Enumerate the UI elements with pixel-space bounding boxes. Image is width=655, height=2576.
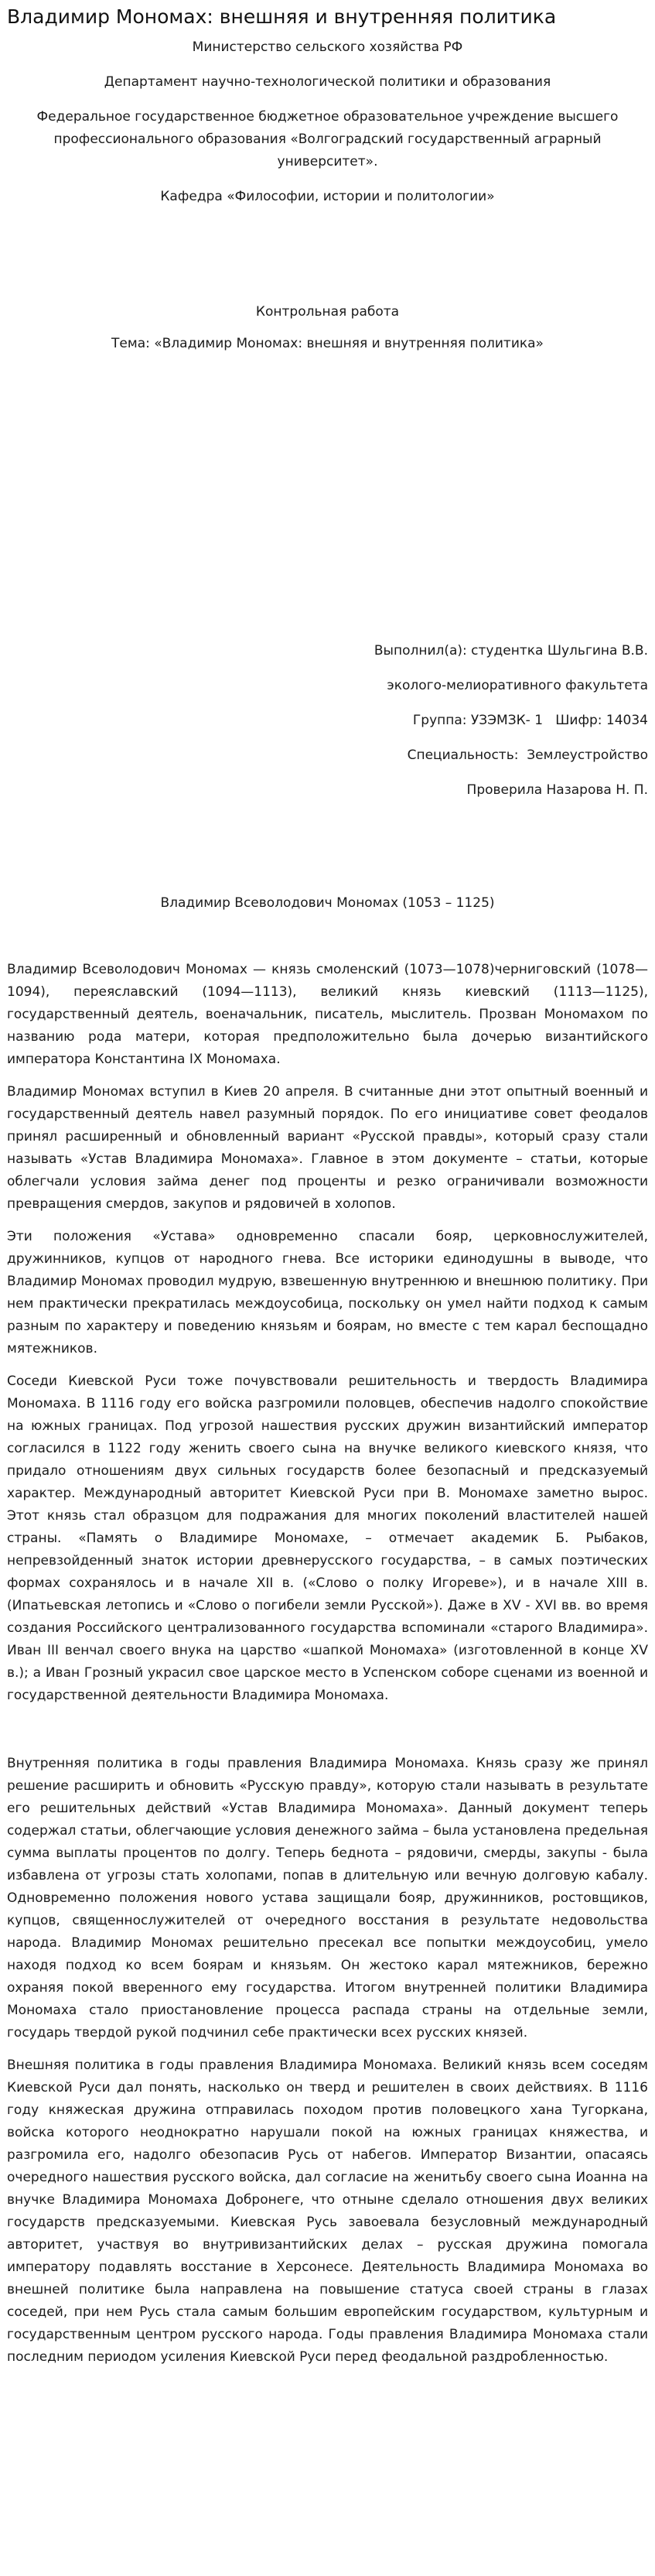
author-group: Группа: УЗЭМЗК- 1 Шифр: 14034 [412,713,648,728]
work-theme: Тема: «Владимир Мономах: внешняя и внутренняя политика» [111,336,544,351]
paragraph-kiev: Владимир Мономах вступил в Киев 20 апреля. В считанные дни этот опытный военный и государственный деятель навел разумный порядок. По его инициативе совет феодалов принял расширенный и обновленный вариант «Русской правды», который сразу стали называть «Устав Владимира Мономаха». Главное в этом документе – статьи, которые облегчали условия займа денег под проценты и резко ограничивали возможности превращения смердов, закупов и рядовичей в холопов. [7,1084,648,1212]
paragraph-neighbors: Соседи Киевской Руси тоже почувствовали решительность и твердость Владимира Мономаха. В 1116 году его войска разгромили половцев, обеспечив надолго спокойствие на южных границах. Под угрозой нашествия русских дружин византийский император согласился в 1122 году женить своего сына на внучке великого киевского князя, что придало отношениям двух сильных государств более безопасный и предсказуемый характер. Международный авторитет Киевской Руси при В. Мономахе заметно вырос. Этот князь стал образцом для подражания для многих поколений властителей нашей страны. «Память о Владимире Мономахе, – отмечает академик Б. Рыбаков, непревзойденный знаток истории древнерусского государства, – в самых поэтических формах сохранялось и в начале XII в. («Слово о полку Игореве»), и в начале XIII в. (Ипатьевская летопись и «Слово о погибели земли Русской»). Даже в XV - XVI вв. во время создания Российского централизованного государства вспоминали «старого Владимира». Иван III венчал своего внука на царство «шапкой Мономаха» (изготовленной в конце XV в.); а Иван Грозный украсил свое царское место в Успенском соборе сценами из военной и государственной деятельности Владимира Мономаха. [7,1374,648,1703]
subject-heading: Владимир Всеволодович Мономах (1053 – 1125) [160,895,495,911]
work-type: Контрольная работа [255,304,400,320]
author-specialty: Специальность: Землеустройство [407,747,648,763]
author-faculty: эколого-мелиоративного факультета [387,678,648,693]
paragraph-ustav: Эти положения «Устава» одновременно спасали бояр, церковнослужителей, дружинников, купцов от народного гнева. Все историки единодушны в выводе, что Владимир Мономах проводил мудрую, взвешенную внутреннюю и внешнюю политику. При нем практически прекратилась междоусобица, поскольку он умел найти подход к самым разным по характеру и поведению князьям и боярам, но вместе с тем карал беспощадно мятежников. [7,1229,648,1356]
page-title: Владимир Мономах: внешняя и внутренняя политика [7,5,557,28]
paragraph-domestic-policy: Внутренняя политика в годы правления Владимира Мономаха. Князь сразу же принял решение расширить и обновить «Русскую правду», которую стали называть в результате его решительных действий «Устав Владимира Мономаха». Данный документ теперь содержал статьи, облегчающие условия денежного займа – была установлена предельная сумма выплаты процентов по долгу. Теперь беднота – рядовичи, смерды, закупы - была избавлена от угрозы стать холопами, попав в длительную или вечную долговую кабалу. Одновременно положения нового устава защищали бояр, дружинников, ростовщиков, купцов, священнослужителей от очередного восстания в результате недовольства народа. Владимир Мономах решительно пресекал все попытки междоусобиц, умело находя подход ко всем боярам и князьям. Он жестоко карал мятежников, бережно охраняя покой вверенного ему государства. Итогом внутренней политики Владимира Мономаха стало приостановление процесса распада страны на отдельные земли, государь твердой рукой подчинил себе практически всех русских князей. [7,1756,648,2041]
author-performed: Выполнил(а): студентка Шульгина В.В. [374,643,648,659]
ministry-line: Министерство сельского хозяйства РФ [192,39,463,55]
chair-line: Кафедра «Философии, истории и политологии» [160,189,495,204]
institution-line: Федеральное государственное бюджетное образовательное учреждение высшего профессионального образования «Волгоградский государственный аграрный университет». [36,109,619,169]
paragraph-foreign-policy: Внешняя политика в годы правления Владимира Мономаха. Великий князь всем соседям Киевской Руси дал понять, насколько он тверд и решителен в своих действиях. В 1116 году княжеская дружина отправилась походом против половецкого хана Тугоркана, войска которого неоднократно нарушали покой на южных границах княжества, и разгромила его, надолго обезопасив Русь от набегов. Император Византии, опасаясь очередного нашествия русского войска, дал согласие на женитьбу своего сына Иоанна на внучке Владимира Мономаха Добронеге, что отныне сделало отношения двух великих государств предсказуемыми. Киевская Русь завоевала безусловный международный авторитет, участвуя во внутривизантийских делах – русская дружина помогала императору подавлять восстание в Херсонесе. Деятельность Владимира Мономаха во внешней политике была направлена на повышение статуса своей страны в глазах соседей, при нем Русь стала самым большим европейским государством, культурным и государственным центром русского народа. Годы правления Владимира Мономаха стали последним периодом усиления Киевской Руси перед феодальной раздробленностью. [7,2058,648,2365]
author-checked: Проверила Назарова Н. П. [466,782,648,798]
paragraph-intro: Владимир Всеволодович Мономах — князь смоленский (1073—1078)черниговский (1078—1094), переяславский (1094—1113), великий князь киевский (1113—1125), государственный деятель, военачальник, писатель, мыслитель. Прозван Мономахом по названию рода матери, которая предположительно была дочерью византийского императора Константина IX Мономаха. [7,962,648,1067]
department-line: Департамент научно-технологической политики и образования [104,74,551,90]
